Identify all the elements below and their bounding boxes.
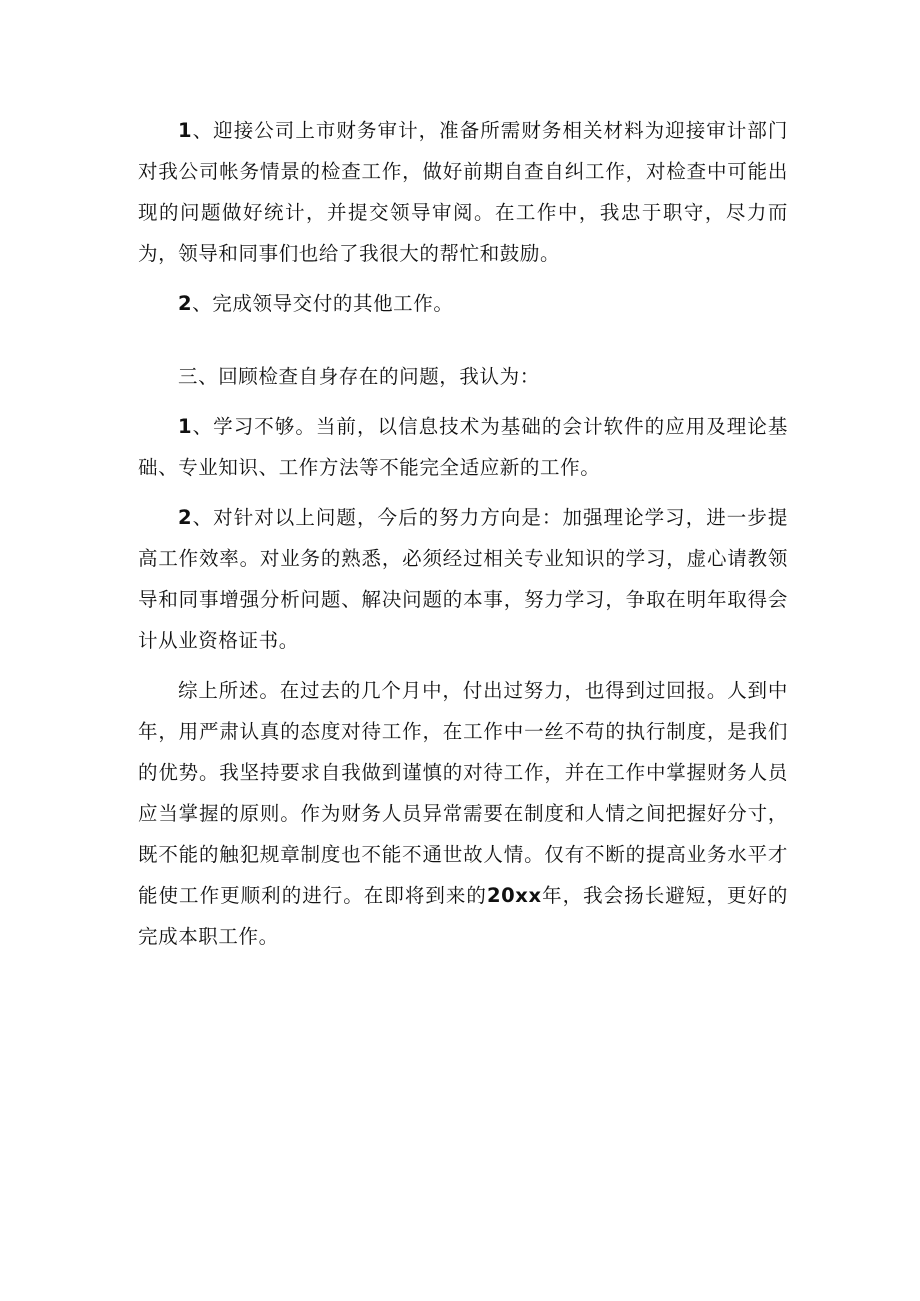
paragraph-text: 年，我会扬长避短，更好的完成本职工作。 — [138, 884, 788, 948]
section-heading-problems — [138, 356, 788, 397]
paragraph-conclusion — [138, 670, 788, 957]
item-number: 1 — [178, 415, 193, 438]
item-number: 2 — [178, 506, 193, 529]
paragraph-text: 、完成领导交付的其他工作。 — [192, 292, 454, 315]
paragraph-audit-preparation — [138, 110, 788, 274]
paragraph-text: 综上所述。在过去的几个月中，付出过努力，也得到过回报。人到中年，用严肃认真的态度对待工作，在工作中一丝不苟的执行制度，是我们的优势。我坚持要求自我做到谨慎的对待工作，并在工作中掌握财务人员应当掌握的原则。作为财务人员异常需要在制度和人情之间把握好分寸，既不能的触犯规章制度也不能不通世故人情。仅有不断的提高业务水平才能使工作更顺利的进行。在即将到来的 — [138, 679, 788, 907]
item-number: 2 — [178, 292, 193, 315]
section-heading-text: 三、回顾检查自身存在的问题，我认为： — [178, 365, 540, 388]
year-label: 20xx — [486, 884, 542, 907]
item-number: 1 — [178, 119, 193, 142]
paragraph-text: 、迎接公司上市财务审计，准备所需财务相关材料为迎接审计部门对我公司帐务情景的检查工作，做好前期自查自纠工作，对检查中可能出现的问题做好统计，并提交领导审阅。在工作中，我忠于职守，尽力而为，领导和同事们也给了我很大的帮忙和鼓励。 — [138, 119, 788, 265]
document-body — [138, 110, 788, 957]
paragraph-text: 、对针对以上问题，今后的努力方向是：加强理论学习，进一步提高工作效率。对业务的熟悉，必须经过相关专业知识的学习，虚心请教领导和同事增强分析问题、解决问题的本事，努力学习，争取在明年取得会计从业资格证书。 — [138, 506, 788, 652]
paragraph-insufficient-learning — [138, 406, 788, 488]
paragraph-improvement-direction — [138, 497, 788, 661]
paragraph-text: 、学习不够。当前，以信息技术为基础的会计软件的应用及理论基础、专业知识、工作方法等不能完全适应新的工作。 — [138, 415, 788, 479]
paragraph-other-tasks — [138, 283, 788, 324]
